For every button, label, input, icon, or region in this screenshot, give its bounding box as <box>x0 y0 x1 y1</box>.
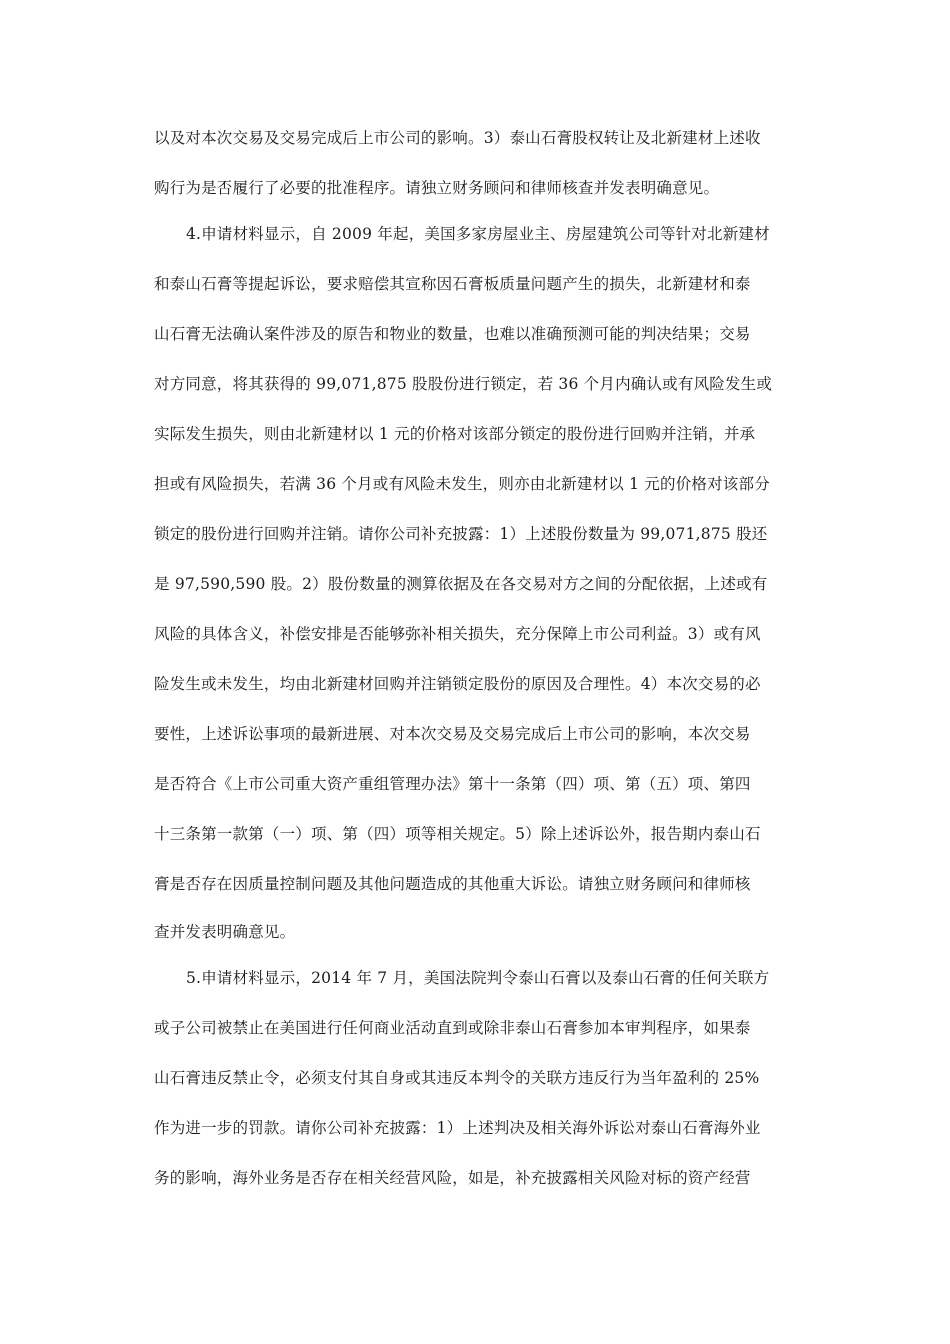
text-line: 购行为是否履行了必要的批准程序。请独立财务顾问和律师核查并发表明确意见。 <box>154 179 720 197</box>
text-line: 十三条第一款第（一）项、第（四）项等相关规定。5）除上述诉讼外，报告期内泰山石 <box>154 825 761 843</box>
text-line: 务的影响，海外业务是否存在相关经营风险，如是，补充披露相关风险对标的资产经营 <box>154 1169 751 1187</box>
text-line: 膏是否存在因质量控制问题及其他问题造成的其他重大诉讼。请独立财务顾问和律师核 <box>154 875 751 893</box>
paragraph-4-first-line: 4.申请材料显示，自 2009 年起，美国多家房屋业主、房屋建筑公司等针对北新建材 <box>186 225 770 243</box>
text-line: 以及对本次交易及交易完成后上市公司的影响。3）泰山石膏股权转让及北新建材上述收 <box>154 129 761 147</box>
text-line: 锁定的股份进行回购并注销。请你公司补充披露：1）上述股份数量为 99,071,875 股还 <box>154 525 768 543</box>
text-line: 风险的具体含义，补偿安排是否能够弥补相关损失，充分保障上市公司利益。3）或有风 <box>154 625 761 643</box>
text-line: 是否符合《上市公司重大资产重组管理办法》第十一条第（四）项、第（五）项、第四 <box>154 775 751 793</box>
text-line: 险发生或未发生，均由北新建材回购并注销锁定股份的原因及合理性。4）本次交易的必 <box>154 675 761 693</box>
text-line: 或子公司被禁止在美国进行任何商业活动直到或除非泰山石膏参加本审判程序，如果泰 <box>154 1019 751 1037</box>
text-line: 担或有风险损失，若满 36 个月或有风险未发生，则亦由北新建材以 1 元的价格对该部分 <box>154 475 770 493</box>
text-line: 查并发表明确意见。 <box>154 923 296 941</box>
text-line: 山石膏违反禁止令，必须支付其自身或其违反本判令的关联方违反行为当年盈利的 25% <box>154 1069 760 1087</box>
text-line: 作为进一步的罚款。请你公司补充披露：1）上述判决及相关海外诉讼对泰山石膏海外业 <box>154 1119 761 1137</box>
text-line: 和泰山石膏等提起诉讼，要求赔偿其宣称因石膏板质量问题产生的损失，北新建材和泰 <box>154 275 751 293</box>
text-line: 要性，上述诉讼事项的最新进展、对本次交易及交易完成后上市公司的影响，本次交易 <box>154 725 751 743</box>
text-line: 对方同意，将其获得的 99,071,875 股股份进行锁定，若 36 个月内确认或有风险发生或 <box>154 375 773 393</box>
paragraph-5-first-line: 5.申请材料显示，2014 年 7 月，美国法院判令泰山石膏以及泰山石膏的任何关联方 <box>186 969 770 987</box>
text-line: 是 97,590,590 股。2）股份数量的测算依据及在各交易对方之间的分配依据，上述或有 <box>154 575 768 593</box>
text-line: 山石膏无法确认案件涉及的原告和物业的数量，也难以准确预测可能的判决结果；交易 <box>154 325 751 343</box>
text-line: 实际发生损失，则由北新建材以 1 元的价格对该部分锁定的股份进行回购并注销，并承 <box>154 425 756 443</box>
